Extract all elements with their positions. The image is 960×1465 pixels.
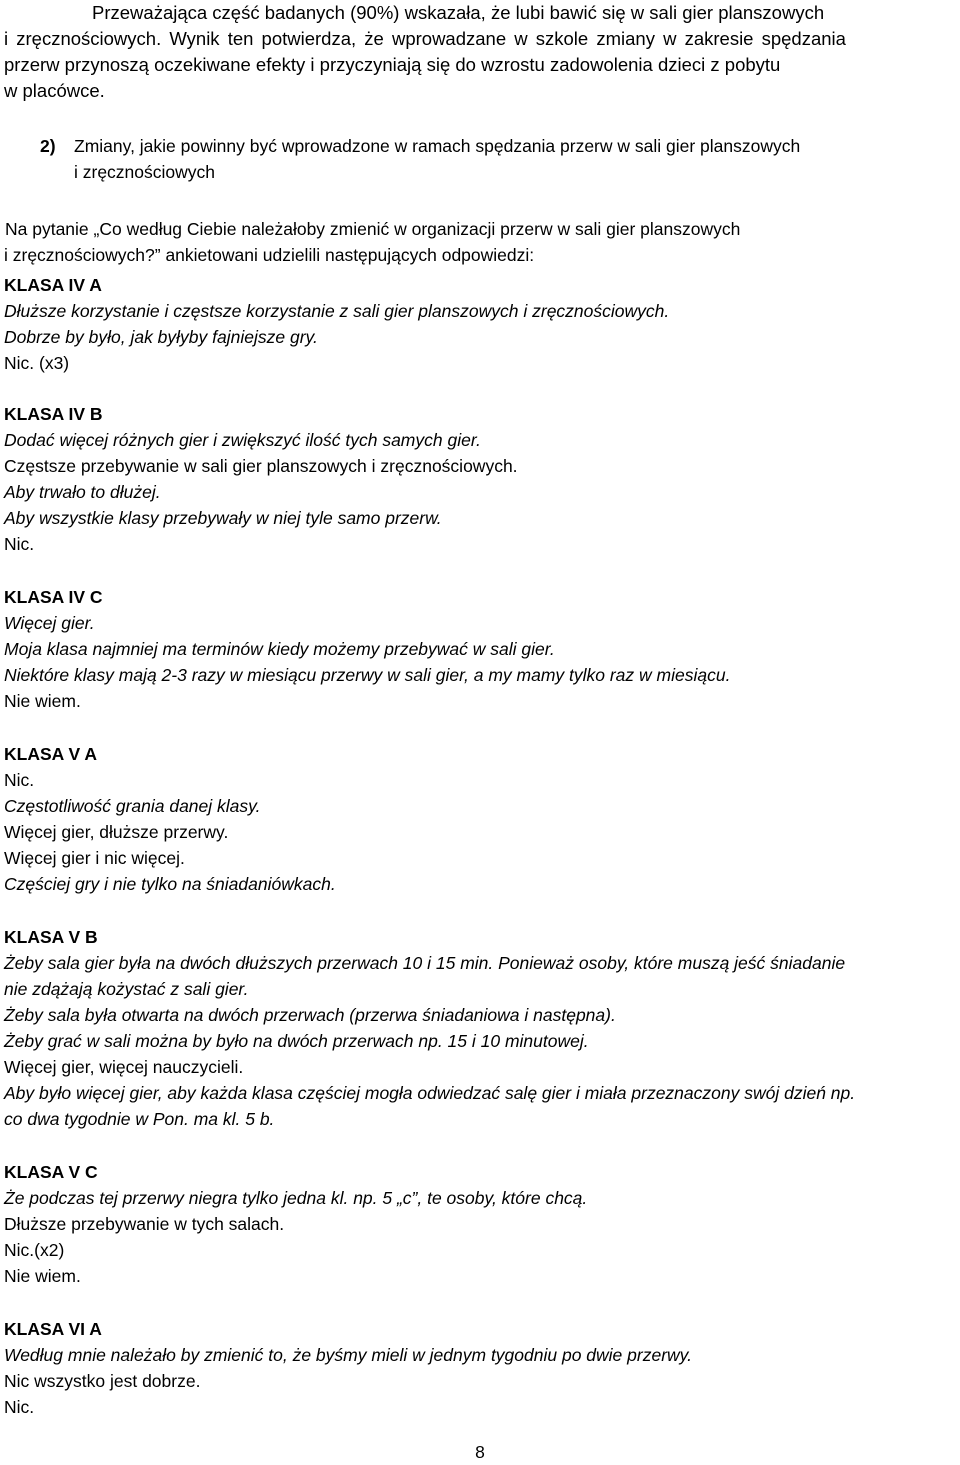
section-title-cont: i zręcznościowych [74, 162, 216, 182]
class-section [4, 1159, 587, 1289]
answer: Więcej gier i nic więcej. [4, 848, 185, 868]
answer: Więcej gier. [4, 613, 95, 633]
answer: Według mnie należało by zmienić to, że byśmy mieli w jednym tygodniu po dwie przerwy. [4, 1345, 692, 1365]
answer: Żeby sala gier była na dwóch dłuższych przerwach 10 i 15 min. Ponieważ osoby, które muszą jeść śniadanie [4, 953, 846, 973]
intro-line: i zręcznościowych. Wynik ten potwierdza, że wprowadzane w szkole zmiany w zakresie spędzania [4, 28, 846, 49]
answer: nie zdążają kożystać z sali gier. [4, 979, 249, 999]
answer: Żeby grać w sali można by było na dwóch przerwach np. 15 i 10 minutowej. [4, 1031, 589, 1051]
class-heading: KLASA V C [4, 1162, 98, 1182]
class-heading: KLASA V B [4, 927, 98, 947]
class-heading: KLASA IV A [4, 275, 102, 295]
answer: Nic. [4, 1397, 35, 1417]
class-section [4, 741, 336, 897]
class-section [4, 1316, 692, 1420]
answer: Nic. (x3) [4, 353, 70, 373]
answer: Dłuższe przebywanie w tych salach. [4, 1214, 285, 1234]
intro-line: przerw przynoszą oczekiwane efekty i przyczyniają się do wzrostu zadowolenia dzieci z pobytu [4, 54, 781, 75]
answer: Nic. [4, 770, 35, 790]
answer: Że podczas tej przerwy niegra tylko jedna kl. np. 5 „c”, te osoby, które chcą. [4, 1188, 588, 1208]
section-heading [40, 133, 800, 185]
class-section [4, 272, 669, 376]
answer: Nie wiem. [4, 691, 81, 711]
intro-line: Przeważająca część badanych (90%) wskazała, że lubi bawić się w sali gier planszowych [92, 2, 825, 23]
class-section [4, 924, 855, 1132]
answer: Więcej gier, więcej nauczycieli. [4, 1057, 244, 1077]
answer: Częstotliwość grania danej klasy. [4, 796, 261, 816]
answer: Częstsze przebywanie w sali gier planszowych i zręcznościowych. [4, 456, 518, 476]
answer: Aby wszystkie klasy przebywały w niej tyle samo przerw. [4, 508, 442, 528]
answer: Moja klasa najmniej ma terminów kiedy możemy przebywać w sali gier. [4, 639, 555, 659]
answer: Żeby sala była otwarta na dwóch przerwach (przerwa śniadaniowa i następna). [4, 1005, 616, 1025]
answer: Nie wiem. [4, 1266, 81, 1286]
answer: Dodać więcej różnych gier i zwiększyć ilość tych samych gier. [4, 430, 481, 450]
section-number: 2) [40, 136, 56, 156]
class-section [4, 401, 518, 557]
intro-line: w placówce. [4, 80, 105, 101]
class-heading: KLASA IV C [4, 587, 103, 607]
page-number: 8 [475, 1442, 485, 1462]
class-heading: KLASA VI A [4, 1319, 102, 1339]
answer: Nic. [4, 534, 35, 554]
answer: Częściej gry i nie tylko na śniadaniówkach. [4, 874, 336, 894]
answer: Nic.(x2) [4, 1240, 65, 1260]
answer: Dłuższe korzystanie i częstsze korzystanie z sali gier planszowych i zręcznościowych. [4, 301, 670, 321]
answer: Nic wszystko jest dobrze. [4, 1371, 201, 1391]
question-line: i zręcznościowych?” ankietowani udzielili następujących odpowiedzi: [4, 245, 535, 265]
class-heading: KLASA IV B [4, 404, 103, 424]
answer: co dwa tygodnie w Pon. ma kl. 5 b. [4, 1109, 275, 1129]
answer: Więcej gier, dłuższe przerwy. [4, 822, 229, 842]
class-section [4, 584, 730, 714]
answer: Niektóre klasy mają 2-3 razy w miesiącu przerwy w sali gier, a my mamy tylko raz w miesiącu. [4, 665, 731, 685]
class-heading: KLASA V A [4, 744, 98, 764]
answer: Aby trwało to dłużej. [4, 482, 161, 502]
question-line: Na pytanie „Co według Ciebie należałoby zmienić w organizacji przerw w sali gier planszowych [5, 219, 741, 239]
section-title: Zmiany, jakie powinny być wprowadzone w ramach spędzania przerw w sali gier planszowych [74, 136, 801, 156]
answer: Aby było więcej gier, aby każda klasa częściej mogła odwiedzać salę gier i miała przeznaczony swój dzień np. [4, 1083, 856, 1103]
intro-paragraph [4, 0, 954, 104]
question-paragraph [4, 216, 740, 268]
answer: Dobrze by było, jak byłyby fajniejsze gry. [4, 327, 318, 347]
